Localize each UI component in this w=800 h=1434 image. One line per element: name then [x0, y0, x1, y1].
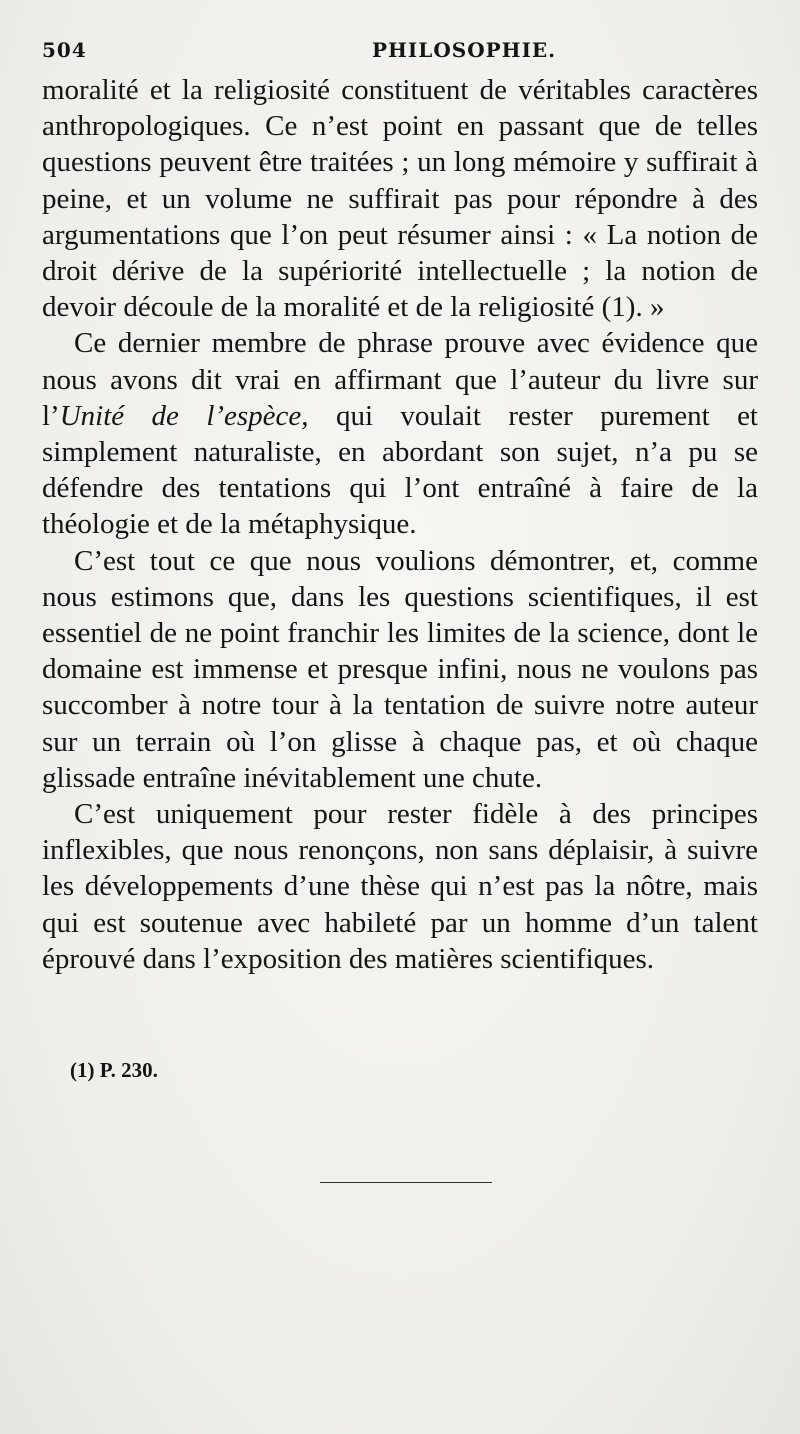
page-number: 504 — [42, 38, 87, 62]
separator-rule — [320, 1182, 492, 1183]
paragraph-4: C’est uniquement pour rester fidèle à des principes inflexibles, que nous renonçons, non sans déplaisir, à suivre les développements d’une thèse qui n’est pas la nôtre, mais qui est soutenue avec habileté par un homme d’un talent éprouvé dans l’exposition des matières scientifiques. — [42, 798, 758, 975]
paragraph-2-text-start: Ce dernier membre de phrase prouve avec évidence que nous avons dit vrai en affirmant que l’auteur du livre sur l’ — [42, 327, 758, 432]
paragraph-2 — [42, 325, 758, 542]
running-title: PHILOSOPHIE. — [372, 38, 557, 62]
book-title-italic: Unité de l’espèce, — [59, 399, 309, 432]
paragraph-1: moralité et la religiosité constituent de véritables caractères anthropologiques. Ce n’est point en passant que de telles questions peuvent être traitées ; un long mémoire y suffirait à peine, et un volume ne suffirait pas pour répondre à des argumentations que l’on peut résumer ainsi : « La notion de droit dérive de la supériorité intellectuelle ; la notion de devoir découle de la moralité et de la religiosité (1). » — [42, 74, 758, 324]
paragraph-2-text-end: qui voulait rester purement et simplement naturaliste, en abordant son sujet, n’a pu se défendre des tentations qui l’ont entraîné à faire de la théologie et de la métaphysique. — [42, 399, 758, 541]
paragraph-3: C’est tout ce que nous voulions démontrer, et, comme nous estimons que, dans les questions scientifiques, il est essentiel de ne point franchir les limites de la science, dont le domaine est immense et presque infini, nous ne voulons pas succomber à notre tour à la tentation de suivre notre auteur sur un terrain où l’on glisse à chaque pas, et où chaque glissade entraîne inévitablement une chute. — [42, 544, 758, 794]
page-header — [42, 38, 756, 62]
footnote: (1) P. 230. — [70, 1058, 158, 1082]
body-text — [42, 72, 758, 977]
